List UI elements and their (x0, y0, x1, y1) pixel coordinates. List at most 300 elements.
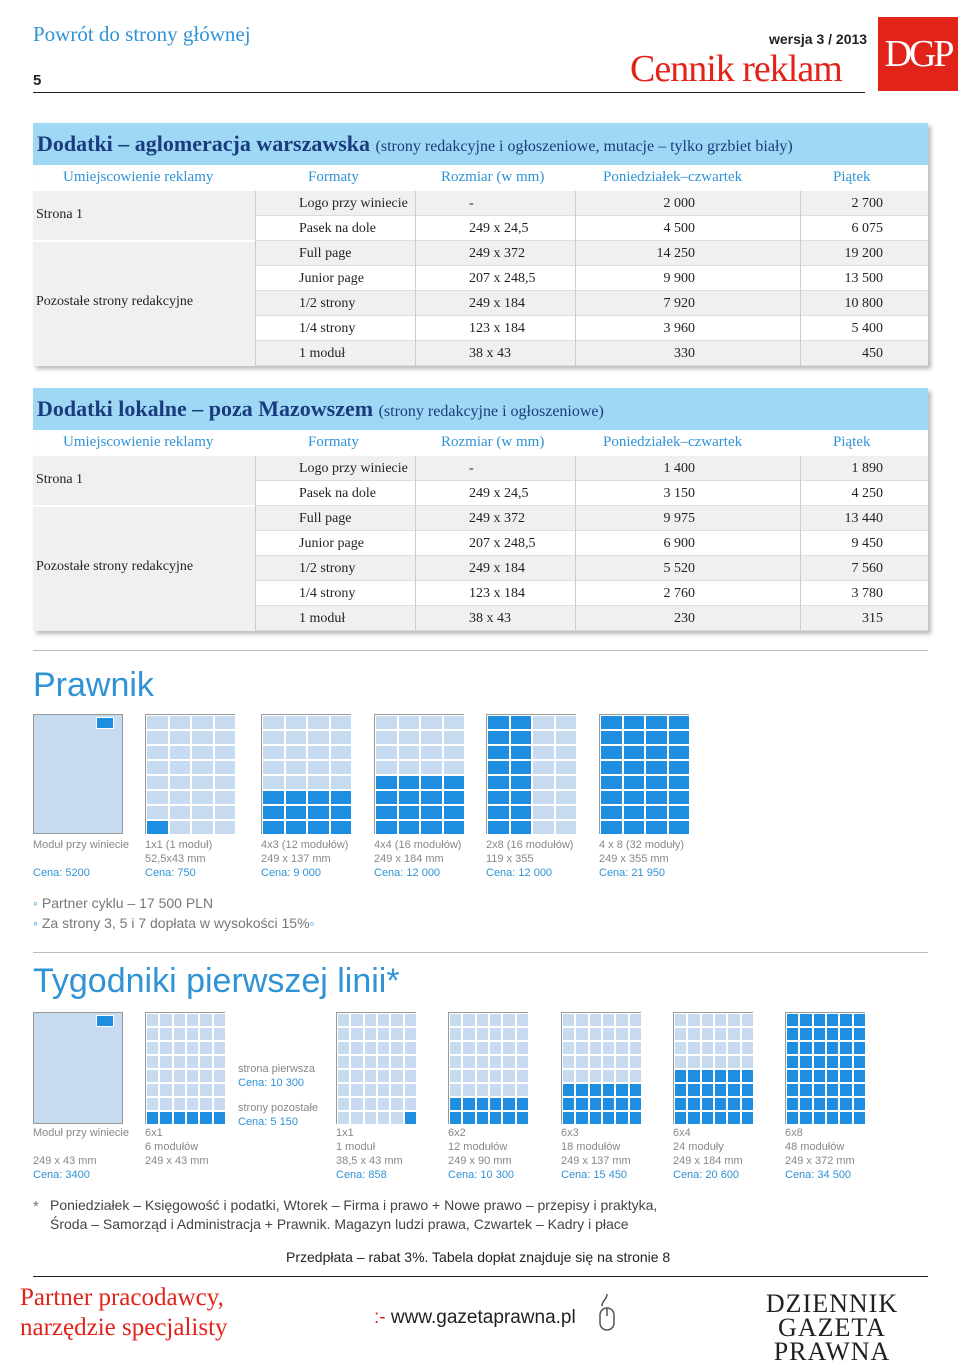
module-cell (364, 1013, 377, 1027)
module-cell (375, 730, 398, 745)
module-cell (629, 1041, 642, 1055)
module-cell (575, 1111, 588, 1125)
module-cell (516, 1013, 529, 1027)
module-cell (330, 820, 353, 835)
module-cell (615, 1111, 628, 1125)
module-cell (741, 1097, 754, 1111)
module-label: 2x8 (16 modułów) 119 x 355 Cena: 12 000 (486, 839, 574, 879)
module-cell (786, 1027, 799, 1041)
module-cell (714, 1055, 727, 1069)
table-cell: 249 x 372 (469, 246, 525, 261)
back-link[interactable]: Powrót do strony głównej (33, 22, 251, 46)
module-cell (575, 1083, 588, 1097)
module-cell (390, 1055, 403, 1069)
module-cell (377, 1111, 390, 1125)
table-row (255, 266, 928, 291)
module-cell (600, 805, 623, 820)
module-cell (799, 1013, 812, 1027)
module-cell (489, 1111, 502, 1125)
module-cell (214, 775, 237, 790)
module-cell (502, 1041, 515, 1055)
module-cell (853, 1027, 866, 1041)
module-cell (364, 1041, 377, 1055)
module-cell (330, 745, 353, 760)
module-cell (159, 1069, 172, 1083)
table-cell: Pasek na dole (299, 221, 376, 236)
module-cell (285, 820, 308, 835)
module-cell (668, 745, 691, 760)
module-cell (645, 790, 668, 805)
module-cell (443, 820, 466, 835)
module-cell (623, 775, 646, 790)
module-cell (839, 1013, 852, 1027)
module-cell (159, 1111, 172, 1125)
module-cell (555, 745, 578, 760)
module-cell (799, 1055, 812, 1069)
table-cell: 249 x 24,5 (469, 221, 529, 236)
module-cell (262, 820, 285, 835)
table-cell: 249 x 184 (469, 296, 525, 311)
column-header: Piątek (833, 434, 871, 450)
page-title: Cennik reklam (630, 48, 842, 90)
module-cell (510, 820, 533, 835)
module-cell (839, 1083, 852, 1097)
module-cell (714, 1069, 727, 1083)
module-cell (375, 790, 398, 805)
module-cell (701, 1111, 714, 1125)
module-cell (602, 1097, 615, 1111)
module-cell (186, 1097, 199, 1111)
column-header: Formaty (308, 169, 359, 185)
module-cell (364, 1055, 377, 1069)
table-cell: 1/2 strony (299, 296, 356, 311)
module-cell (799, 1041, 812, 1055)
table-cell: 207 x 248,5 (469, 271, 536, 286)
module-cell (398, 745, 421, 760)
module-cell (555, 760, 578, 775)
column-header: Poniedziałek–czwartek (603, 434, 743, 450)
module-cell (502, 1069, 515, 1083)
column-headers (33, 430, 928, 456)
module-cell (285, 805, 308, 820)
module-cell (443, 730, 466, 745)
module-cell (364, 1097, 377, 1111)
module-cell (487, 760, 510, 775)
module-cell (375, 715, 398, 730)
table-cell: 2 000 (663, 196, 695, 211)
module-cell (589, 1055, 602, 1069)
module-cell (786, 1111, 799, 1125)
prepayment-note: Przedpłata – rabat 3%. Tabela dopłat znajduje się na stronie 8 (286, 1249, 671, 1265)
website-link[interactable]: :- www.gazetaprawna.pl (374, 1307, 576, 1328)
module-cell (674, 1097, 687, 1111)
module-cell (516, 1111, 529, 1125)
page-thumbnail (33, 714, 123, 834)
module-cell (674, 1055, 687, 1069)
module-cell (213, 1111, 226, 1125)
module-cell (741, 1041, 754, 1055)
module-cell (146, 1041, 159, 1055)
module-cell (615, 1069, 628, 1083)
module-cell (668, 790, 691, 805)
module-cell (186, 1027, 199, 1041)
module-cell (562, 1083, 575, 1097)
module-cell (701, 1069, 714, 1083)
table-cell: 1 moduł (299, 346, 346, 361)
module-cell (214, 760, 237, 775)
table-cell: 1 moduł (299, 611, 346, 626)
module-cell (420, 745, 443, 760)
column-header: Umiejscowienie reklamy (63, 169, 214, 185)
table-cell: 123 x 184 (469, 586, 525, 601)
module-cell (169, 760, 192, 775)
module-cell (615, 1013, 628, 1027)
module-cell (839, 1097, 852, 1111)
module-label: 6x3 18 modułów 249 x 137 mm Cena: 15 450 (561, 1127, 631, 1181)
module-cell (516, 1083, 529, 1097)
module-cell (443, 790, 466, 805)
module-cell (714, 1083, 727, 1097)
module-cell (839, 1069, 852, 1083)
module-cell (602, 1055, 615, 1069)
module-cell (727, 1111, 740, 1125)
section-divider-2 (33, 952, 928, 953)
module-cell (489, 1097, 502, 1111)
module-cell (575, 1041, 588, 1055)
module-cell (687, 1027, 700, 1041)
module-cell (449, 1027, 462, 1041)
module-cell (390, 1027, 403, 1041)
module-cell (213, 1083, 226, 1097)
module-cell (839, 1055, 852, 1069)
module-cell (629, 1013, 642, 1027)
module-cell (813, 1013, 826, 1027)
module-cell (555, 730, 578, 745)
module-cell (701, 1055, 714, 1069)
module-cell (600, 745, 623, 760)
price-table-warsaw (33, 123, 928, 366)
module-cell (173, 1041, 186, 1055)
module-label: 6x1 6 modułów 249 x 43 mm (145, 1127, 209, 1167)
module-cell (839, 1041, 852, 1055)
module-cell (398, 790, 421, 805)
table-cell: 6 075 (851, 221, 883, 236)
module-cell (214, 820, 237, 835)
module-cell (727, 1055, 740, 1069)
module-cell (489, 1041, 502, 1055)
module-cell (307, 790, 330, 805)
module-cell (575, 1013, 588, 1027)
module-cell (476, 1027, 489, 1041)
module-cell (589, 1083, 602, 1097)
module-cell (602, 1111, 615, 1125)
partner-note: ◦ Partner cyklu – 17 500 PLN (33, 895, 214, 911)
module-cell (169, 775, 192, 790)
module-cell (443, 775, 466, 790)
module-cell (285, 775, 308, 790)
module-cell (420, 730, 443, 745)
page-thumbnail (673, 1012, 753, 1124)
page-number: 5 (33, 72, 42, 89)
table-cell: 4 250 (851, 486, 883, 501)
module-cell (502, 1097, 515, 1111)
module-cell (350, 1069, 363, 1083)
module-cell (602, 1013, 615, 1027)
module-cell (487, 730, 510, 745)
module-cell (404, 1111, 417, 1125)
module-cell (173, 1097, 186, 1111)
module-cell (449, 1097, 462, 1111)
footer-slogan: Partner pracodawcy, narzędzie specjalisty (20, 1284, 228, 1341)
module-cell (687, 1041, 700, 1055)
module-cell (826, 1097, 839, 1111)
table-cell: 1/2 strony (299, 561, 356, 576)
module-cell (741, 1027, 754, 1041)
module-cell (420, 760, 443, 775)
module-cell (307, 715, 330, 730)
module-cell (714, 1041, 727, 1055)
module-cell (199, 1027, 212, 1041)
module-cell (510, 790, 533, 805)
table-cell: 3 150 (663, 486, 695, 501)
module-cell (443, 715, 466, 730)
module-cell (390, 1069, 403, 1083)
module-cell (786, 1013, 799, 1027)
module-cell (562, 1041, 575, 1055)
table-cell: Full page (299, 511, 352, 526)
module-cell (146, 715, 169, 730)
module-cell (364, 1111, 377, 1125)
module-cell (146, 1027, 159, 1041)
column-headers (33, 165, 928, 191)
module-cell (600, 775, 623, 790)
table-row (255, 506, 928, 531)
module-cell (853, 1069, 866, 1083)
table-cell: Logo przy winiecie (299, 196, 408, 211)
module-cell (487, 820, 510, 835)
module-label: 6x2 12 modułów 249 x 90 mm Cena: 10 300 (448, 1127, 515, 1181)
module-cell (813, 1027, 826, 1041)
module-cell (214, 745, 237, 760)
module-cell (600, 790, 623, 805)
module-cell (786, 1055, 799, 1069)
module-cell (645, 745, 668, 760)
module-cell (502, 1083, 515, 1097)
module-cell (199, 1041, 212, 1055)
logo-module (96, 717, 114, 729)
module-cell (159, 1055, 172, 1069)
module-cell (390, 1111, 403, 1125)
module-cell (629, 1055, 642, 1069)
module-cell (390, 1083, 403, 1097)
module-cell (214, 715, 237, 730)
module-cell (487, 745, 510, 760)
table-row (255, 481, 928, 506)
module-cell (307, 760, 330, 775)
module-cell (589, 1097, 602, 1111)
module-cell (146, 1097, 159, 1111)
module-cell (575, 1055, 588, 1069)
table-cell: 13 440 (844, 511, 883, 526)
module-cell (516, 1027, 529, 1041)
module-cell (191, 760, 214, 775)
module-cell (330, 790, 353, 805)
module-cell (476, 1069, 489, 1083)
module-cell (502, 1013, 515, 1027)
module-cell (502, 1055, 515, 1069)
table-cell: 330 (674, 346, 695, 361)
table-row (255, 606, 928, 631)
module-cell (826, 1041, 839, 1055)
module-cell (146, 1055, 159, 1069)
module-cell (623, 745, 646, 760)
page-thumbnail (145, 1012, 225, 1124)
module-cell (199, 1111, 212, 1125)
module-cell (786, 1041, 799, 1055)
column-header: Formaty (308, 434, 359, 450)
header-divider (33, 92, 865, 93)
module-cell (600, 715, 623, 730)
module-cell (701, 1013, 714, 1027)
module-cell (262, 745, 285, 760)
table-cell: 249 x 184 (469, 561, 525, 576)
module-cell (799, 1083, 812, 1097)
module-cell (186, 1055, 199, 1069)
module-cell (169, 730, 192, 745)
module-cell (489, 1013, 502, 1027)
module-cell (701, 1083, 714, 1097)
table-cell: 249 x 24,5 (469, 486, 529, 501)
module-cell (191, 820, 214, 835)
module-cell (375, 745, 398, 760)
module-cell (701, 1097, 714, 1111)
module-cell (839, 1027, 852, 1041)
logo-module (96, 1015, 114, 1027)
module-cell (350, 1097, 363, 1111)
module-cell (727, 1069, 740, 1083)
module-cell (146, 820, 169, 835)
module-cell (575, 1027, 588, 1041)
module-cell (629, 1111, 642, 1125)
module-cell (516, 1055, 529, 1069)
module-cell (186, 1083, 199, 1097)
page-thumbnail (261, 714, 351, 834)
module-cell (375, 820, 398, 835)
module-cell (377, 1083, 390, 1097)
module-cell (390, 1097, 403, 1111)
module-cell (555, 775, 578, 790)
module-cell (443, 805, 466, 820)
page-thumbnail (486, 714, 576, 834)
module-cell (159, 1041, 172, 1055)
module-cell (799, 1111, 812, 1125)
module-cell (214, 805, 237, 820)
module-cell (159, 1013, 172, 1027)
module-cell (330, 730, 353, 745)
module-cell (629, 1083, 642, 1097)
module-cell (562, 1027, 575, 1041)
module-cell (420, 820, 443, 835)
module-cell (146, 1069, 159, 1083)
table-cell: 10 800 (844, 296, 883, 311)
module-cell (510, 760, 533, 775)
table-cell: 4 500 (663, 221, 695, 236)
module-cell (813, 1097, 826, 1111)
module-cell (191, 775, 214, 790)
module-cell (674, 1069, 687, 1083)
module-cell (714, 1097, 727, 1111)
module-cell (555, 790, 578, 805)
table-cell: Logo przy winiecie (299, 461, 408, 476)
module-cell (449, 1041, 462, 1055)
module-cell (589, 1069, 602, 1083)
module-cell (173, 1013, 186, 1027)
module-cell (146, 745, 169, 760)
module-cell (668, 715, 691, 730)
module-cell (629, 1097, 642, 1111)
footnote-line-2: Środa – Samorząd i Administracja + Prawnik. Magazyn ludzi prawa, Czwartek – Kadry i płace (50, 1216, 629, 1232)
module-cell (476, 1041, 489, 1055)
module-cell (285, 745, 308, 760)
module-cell (510, 745, 533, 760)
module-label: 1x1 (1 moduł) 52,5x43 mm Cena: 750 (145, 839, 213, 879)
table-cell: 3 960 (663, 321, 695, 336)
module-cell (741, 1069, 754, 1083)
table-row (255, 456, 928, 481)
module-cell (476, 1097, 489, 1111)
module-cell (727, 1013, 740, 1027)
module-cell (350, 1027, 363, 1041)
column-header: Umiejscowienie reklamy (63, 434, 214, 450)
module-cell (307, 730, 330, 745)
module-cell (173, 1111, 186, 1125)
table-cell: Pasek na dole (299, 486, 376, 501)
module-cell (350, 1111, 363, 1125)
module-cell (615, 1041, 628, 1055)
module-cell (853, 1013, 866, 1027)
module-cell (714, 1111, 727, 1125)
module-cell (476, 1013, 489, 1027)
table-cell: 1/4 strony (299, 321, 356, 336)
table-cell: 1 400 (663, 461, 695, 476)
table-row (255, 291, 928, 316)
module-cell (645, 730, 668, 745)
page-thumbnail (785, 1012, 865, 1124)
module-cell (337, 1027, 350, 1041)
module-cell (213, 1027, 226, 1041)
module-cell (449, 1083, 462, 1097)
module-cell (420, 775, 443, 790)
module-cell (377, 1027, 390, 1041)
module-cell (645, 760, 668, 775)
module-cell (562, 1097, 575, 1111)
module-cell (285, 790, 308, 805)
table-cell: 3 780 (851, 586, 883, 601)
module-cell (510, 730, 533, 745)
table-row (255, 241, 928, 266)
module-cell (741, 1111, 754, 1125)
module-cell (853, 1055, 866, 1069)
placement-label: Strona 1 (36, 207, 84, 222)
page-thumbnail (336, 1012, 416, 1124)
module-cell (307, 775, 330, 790)
module-cell (476, 1111, 489, 1125)
module-label: 1x1 1 moduł 38,5 x 43 mm Cena: 858 (336, 1127, 403, 1181)
module-cell (186, 1041, 199, 1055)
table-cell: 315 (862, 611, 883, 626)
table-cell: 19 200 (844, 246, 883, 261)
module-cell (589, 1027, 602, 1041)
